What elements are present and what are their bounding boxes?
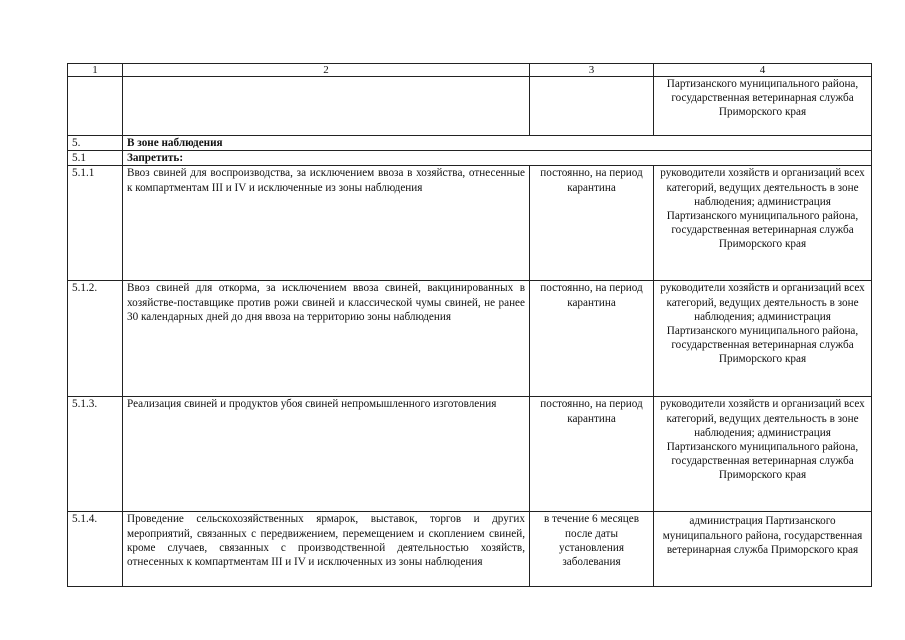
header-col-4: 4 xyxy=(654,64,872,77)
row-responsible: руководители хозяйств и организаций всех категорий, ведущих деятельность в зоне наблюдения; администрация Партизанского муниципального района, государственная ветеринарная служба Приморского края xyxy=(654,281,872,397)
table-row-continuation xyxy=(68,77,872,136)
row-measure: Ввоз свиней для воспроизводства, за исключением ввоза в хозяйства, отнесенные к компартментам III и IV и исключенные из зоны наблюдения xyxy=(123,166,530,281)
row-number: 5.1.2. xyxy=(68,281,123,397)
row-term: постоянно, на период карантина xyxy=(530,281,654,397)
row-responsible: руководители хозяйств и организаций всех категорий, ведущих деятельность в зоне наблюдения; администрация Партизанского муниципального района, государственная ветеринарная служба Приморского края xyxy=(654,397,872,512)
section-row xyxy=(68,136,872,151)
row-number: 5.1.3. xyxy=(68,397,123,512)
row-term: постоянно, на период карантина xyxy=(530,397,654,512)
row-term: постоянно, на период карантина xyxy=(530,166,654,281)
row-responsible: Партизанского муниципального района, государственная ветеринарная служба Приморского края xyxy=(654,77,872,136)
row-number xyxy=(68,77,123,136)
table-row xyxy=(68,281,872,397)
table-row xyxy=(68,397,872,512)
row-term: в течение 6 месяцев после даты установления заболевания xyxy=(530,512,654,587)
header-col-1: 1 xyxy=(68,64,123,77)
row-measure xyxy=(123,77,530,136)
measures-table xyxy=(67,63,872,587)
section-title: В зоне наблюдения xyxy=(123,136,872,151)
row-measure: Проведение сельскохозяйственных ярмарок, выставок, торгов и других мероприятий, связанных с передвижением, перемещением и скоплением свиней, кроме случаев, связанных с производственной деятельностью хозяйств, отнесенных к компартментам III и IV и исключенных из зоны наблюдения xyxy=(123,512,530,587)
table-header-row xyxy=(68,64,872,77)
row-measure: Реализация свиней и продуктов убоя свиней непромышленного изготовления xyxy=(123,397,530,512)
row-responsible: руководители хозяйств и организаций всех категорий, ведущих деятельность в зоне наблюдения; администрация Партизанского муниципального района, государственная ветеринарная служба Приморского края xyxy=(654,166,872,281)
subsection-number: 5.1 xyxy=(68,151,123,166)
row-term xyxy=(530,77,654,136)
subsection-title: Запретить: xyxy=(123,151,872,166)
row-responsible: администрация Партизанского муниципального района, государственная ветеринарная служба Приморского края xyxy=(654,512,872,587)
row-number: 5.1.1 xyxy=(68,166,123,281)
section-number: 5. xyxy=(68,136,123,151)
table-row xyxy=(68,166,872,281)
header-col-3: 3 xyxy=(530,64,654,77)
header-col-2: 2 xyxy=(123,64,530,77)
row-measure: Ввоз свиней для откорма, за исключением ввоза свиней, вакцинированных в хозяйстве-поставщике против рожи свиней и классической чумы свиней, не ранее 30 календарных дней до дня ввоза на территорию зоны наблюдения xyxy=(123,281,530,397)
subsection-row xyxy=(68,151,872,166)
row-number: 5.1.4. xyxy=(68,512,123,587)
table-row xyxy=(68,512,872,587)
